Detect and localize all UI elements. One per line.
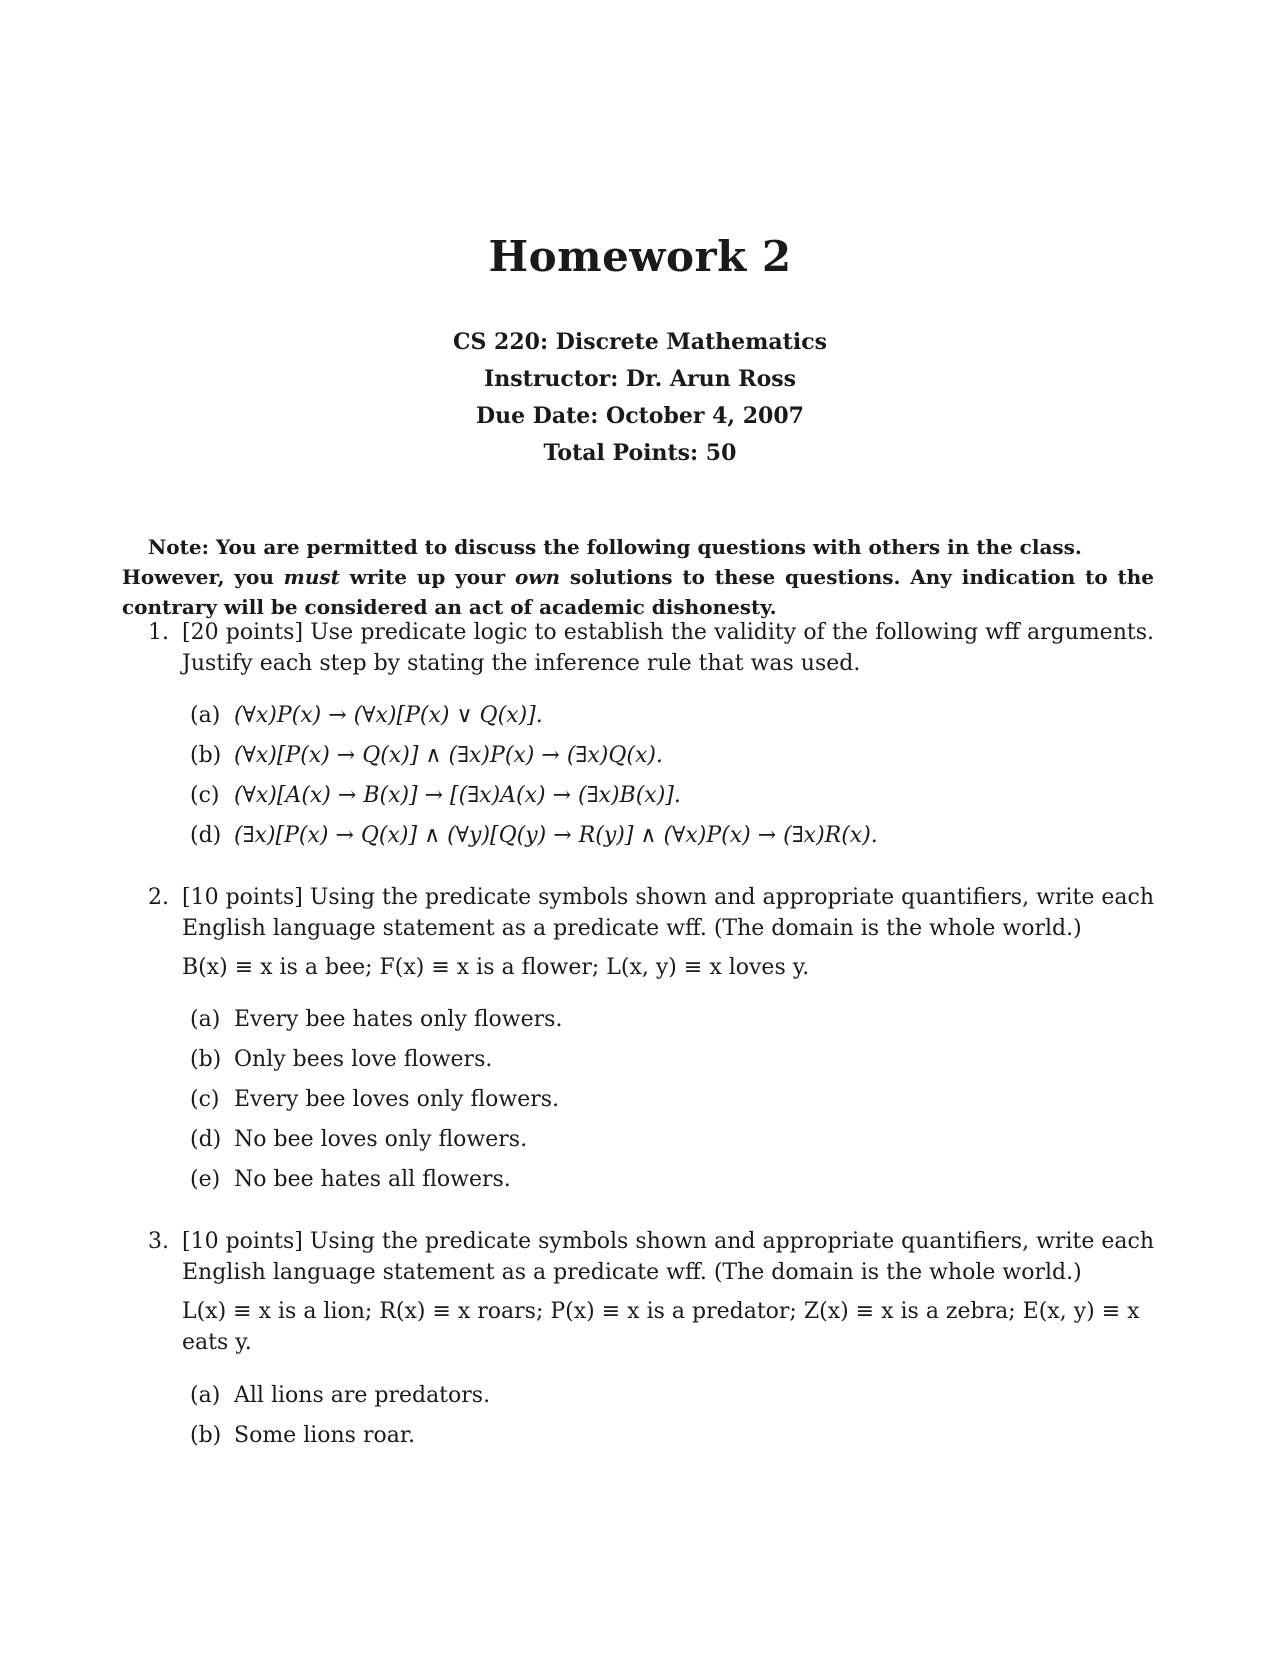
item-formula: (∀x)[P(x) → Q(x)] ∧ (∃x)P(x) → (∃x)Q(x). <box>234 743 663 768</box>
list-item <box>190 816 878 856</box>
item-formula: (∀x)[A(x) → B(x)] → [(∃x)A(x) → (∃x)B(x)]. <box>234 783 681 808</box>
list-item <box>190 1080 562 1120</box>
item-label: (d) <box>190 823 222 848</box>
note-paragraph <box>122 532 1154 622</box>
due-date: Due Date: October 4, 2007 <box>476 403 804 429</box>
note-sentence-1: You are permitted to discuss the following questions with others in the class. <box>215 535 1082 559</box>
list-item <box>190 1120 562 1160</box>
list-item <box>190 1376 490 1416</box>
item-text: Only bees love flowers. <box>234 1047 493 1072</box>
total-points: Total Points: 50 <box>543 440 737 466</box>
note-however: However, you <box>122 565 274 589</box>
predicate-symbols: B(x) ≡ x is a bee; F(x) ≡ x is a flower; L(x, y) ≡ x loves y. <box>182 955 810 980</box>
course-info <box>0 324 1280 472</box>
problem-number: 1. <box>148 620 169 645</box>
problem-text: [20 points] Use predicate logic to establish the validity of the following wff arguments. Justify each step by stating the inference rule that was used. <box>182 620 1154 676</box>
item-label: (e) <box>190 1167 221 1192</box>
problem-3-items <box>190 1376 490 1456</box>
item-formula: (∀x)P(x) → (∀x)[P(x) ∨ Q(x)]. <box>234 703 543 728</box>
note-write-up: write up your <box>349 565 506 589</box>
note-own: own <box>514 565 561 589</box>
course-name: CS 220: Discrete Mathematics <box>453 329 827 355</box>
problem-3 <box>148 1226 1154 1358</box>
note-rest: solutions to these questions. Any indication to the contrary will be considered an act of academic dishonesty. <box>122 565 1154 619</box>
item-text: Every bee loves only flowers. <box>234 1087 560 1112</box>
problem-number: 2. <box>148 885 169 910</box>
note-must: must <box>283 565 340 589</box>
page-title: Homework 2 <box>488 232 792 281</box>
item-formula: (∃x)[P(x) → Q(x)] ∧ (∀y)[Q(y) → R(y)] ∧ (∀x)P(x) → (∃x)R(x). <box>234 823 878 848</box>
item-text: No bee loves only flowers. <box>234 1127 528 1152</box>
list-item <box>190 1000 562 1040</box>
item-label: (c) <box>190 1087 220 1112</box>
problem-2 <box>148 882 1154 983</box>
list-item <box>190 1416 490 1456</box>
problem-number: 3. <box>148 1229 169 1254</box>
list-item <box>190 776 878 816</box>
problem-1 <box>148 617 1154 679</box>
item-text: All lions are predators. <box>234 1383 491 1408</box>
item-label: (b) <box>190 1047 222 1072</box>
item-label: (b) <box>190 1423 222 1448</box>
item-label: (a) <box>190 1383 221 1408</box>
predicate-symbols: L(x) ≡ x is a lion; R(x) ≡ x roars; P(x) ≡ x is a predator; Z(x) ≡ x is a zebra; E(x, y) ≡ x eats y. <box>182 1299 1140 1355</box>
problem-text: [10 points] Using the predicate symbols shown and appropriate quantifiers, write each English language statement as a predicate wff. (The domain is the whole world.) <box>182 885 1154 941</box>
problem-2-items <box>190 1000 562 1200</box>
item-label: (c) <box>190 783 220 808</box>
item-text: Some lions roar. <box>234 1423 415 1448</box>
item-label: (d) <box>190 1127 222 1152</box>
problem-text: [10 points] Using the predicate symbols shown and appropriate quantifiers, write each English language statement as a predicate wff. (The domain is the whole world.) <box>182 1229 1154 1285</box>
item-label: (a) <box>190 1007 221 1032</box>
list-item <box>190 1040 562 1080</box>
list-item <box>190 1160 562 1200</box>
list-item <box>190 736 878 776</box>
note-label: Note: <box>148 535 209 559</box>
list-item <box>190 696 878 736</box>
item-label: (b) <box>190 743 222 768</box>
problem-1-items <box>190 696 878 856</box>
instructor: Instructor: Dr. Arun Ross <box>483 366 797 392</box>
item-label: (a) <box>190 703 221 728</box>
item-text: Every bee hates only flowers. <box>234 1007 563 1032</box>
item-text: No bee hates all flowers. <box>234 1167 511 1192</box>
